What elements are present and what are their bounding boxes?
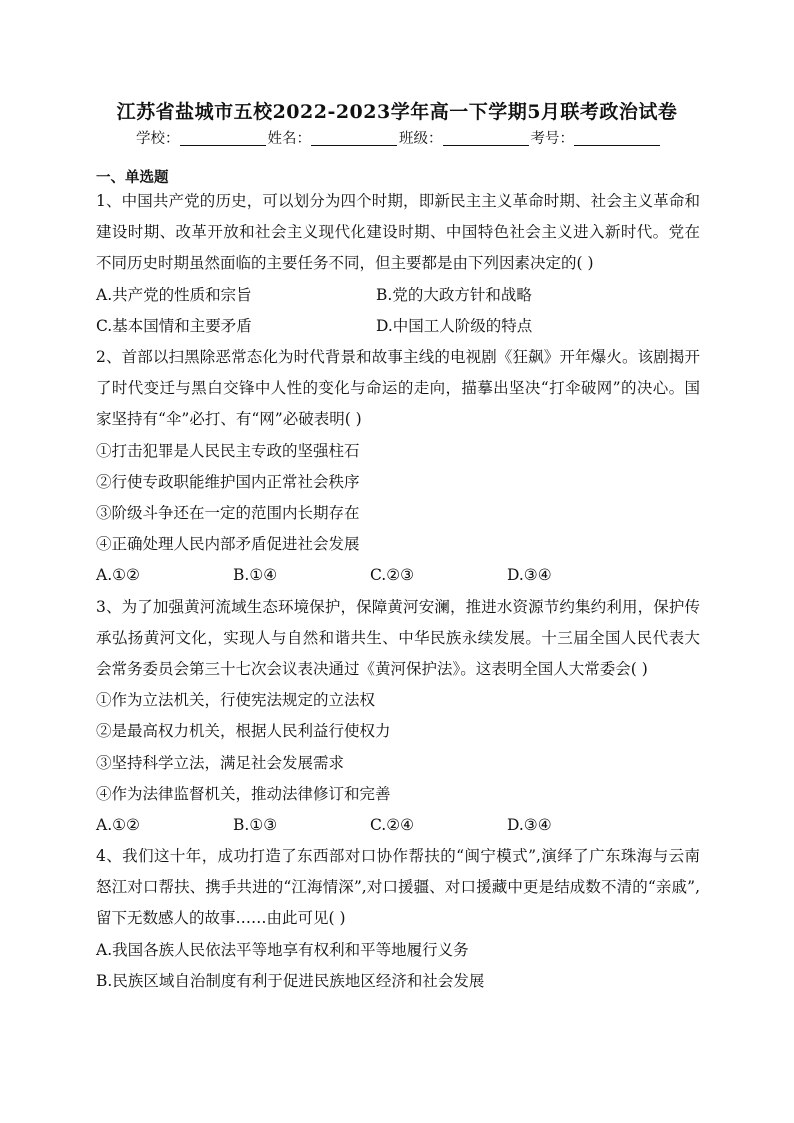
question-2-options (96, 560, 700, 591)
option-a[interactable]: A.我国各族人民依法平等地享有权利和平等地履行义务 (96, 940, 469, 959)
option-d[interactable]: D.中国工人阶级的特点 (376, 316, 533, 335)
question-2-item-1: ①打击犯罪是人民民主专政的坚强柱石 (96, 441, 360, 460)
exam-number-blank[interactable] (574, 131, 660, 146)
exam-number-label: 考号： (530, 131, 574, 147)
question-3-item-3: ③坚持科学立法，满足社会发展需求 (96, 753, 345, 772)
question-1-text: 1、中国共产党的历史，可以划分为四个时期，即新民主主义革命时期、社会主义革命和建设时期、改革开放和社会主义现代化建设时期、中国特色社会主义进入新时代。党在不同历史时期虽然面临的主要任务不同，但主要都是由下列因素决定的( ) (96, 192, 700, 273)
question-2-item-4: ④正确处理人民内部矛盾促进社会发展 (96, 535, 360, 554)
school-blank[interactable] (180, 131, 266, 146)
option-a[interactable]: A.共产党的性质和宗旨 (96, 285, 252, 304)
class-blank[interactable] (443, 131, 529, 146)
option-a[interactable]: A.①② (96, 566, 140, 585)
option-c[interactable]: C.②③ (370, 566, 415, 585)
question-3-options (96, 810, 700, 841)
question-2-item-3: ③阶级斗争还在一定的范围内长期存在 (96, 503, 360, 522)
school-label: 学校： (136, 131, 180, 147)
question-3-item-4: ④作为法律监督机关，推动法律修订和完善 (96, 784, 391, 803)
question-1-options-row-1 (96, 280, 700, 311)
name-blank[interactable] (311, 131, 397, 146)
student-info-row (0, 127, 794, 148)
option-d[interactable]: D.③④ (507, 566, 552, 585)
question-1-options-row-2 (96, 311, 700, 342)
option-b[interactable]: B.民族区域自治制度有利于促进民族地区经济和社会发展 (96, 971, 485, 990)
question-3-item-2: ②是最高权力机关，根据人民利益行使权力 (96, 722, 391, 741)
exam-title: 江苏省盐城市五校2022-2023学年高一下学期5月联考政治试卷 (116, 101, 678, 123)
question-2-item-2: ②行使专政职能维护国内正常社会秩序 (96, 472, 360, 491)
option-c[interactable]: C.②④ (370, 815, 415, 834)
option-c[interactable]: C.基本国情和主要矛盾 (96, 316, 252, 335)
name-label: 姓名： (267, 131, 311, 147)
questions (96, 186, 700, 997)
option-a[interactable]: A.①② (96, 815, 140, 834)
class-label: 班级： (399, 131, 443, 147)
option-b[interactable]: B.党的大政方针和战略 (376, 285, 532, 304)
section-heading: 一、单选题 (96, 169, 169, 186)
question-4-text: 4、我们这十年，成功打造了东西部对口协作帮扶的“闽宁模式”,演绎了广东珠海与云南怒江对口帮扶、携手共进的“江海情深”,对口援疆、对口援藏中更是结成数不清的“亲戚”,留下无数感人的故事……由此可见( ) (96, 847, 700, 928)
option-b[interactable]: B.①④ (233, 566, 278, 585)
question-3-text: 3、为了加强黄河流域生态环境保护，保障黄河安澜，推进水资源节约集约利用，保护传承弘扬黄河文化，实现人与自然和谐共生、中华民族永续发展。十三届全国人民代表大会常务委员会第三十七次会议表决通过《黄河保护法》。这表明全国人大常委会( ) (96, 597, 700, 678)
question-2-text: 2、首部以扫黑除恶常态化为时代背景和故事主线的电视剧《狂飙》开年爆火。该剧揭开了时代变迁与黑白交锋中人性的变化与命运的走向，描摹出坚决“打伞破网”的决心。国家坚持有“伞”必打、有“网”必破表明( ) (96, 347, 700, 429)
option-b[interactable]: B.①③ (233, 815, 278, 834)
option-d[interactable]: D.③④ (507, 815, 552, 834)
question-3-item-1: ①作为立法机关，行使宪法规定的立法权 (96, 691, 376, 710)
